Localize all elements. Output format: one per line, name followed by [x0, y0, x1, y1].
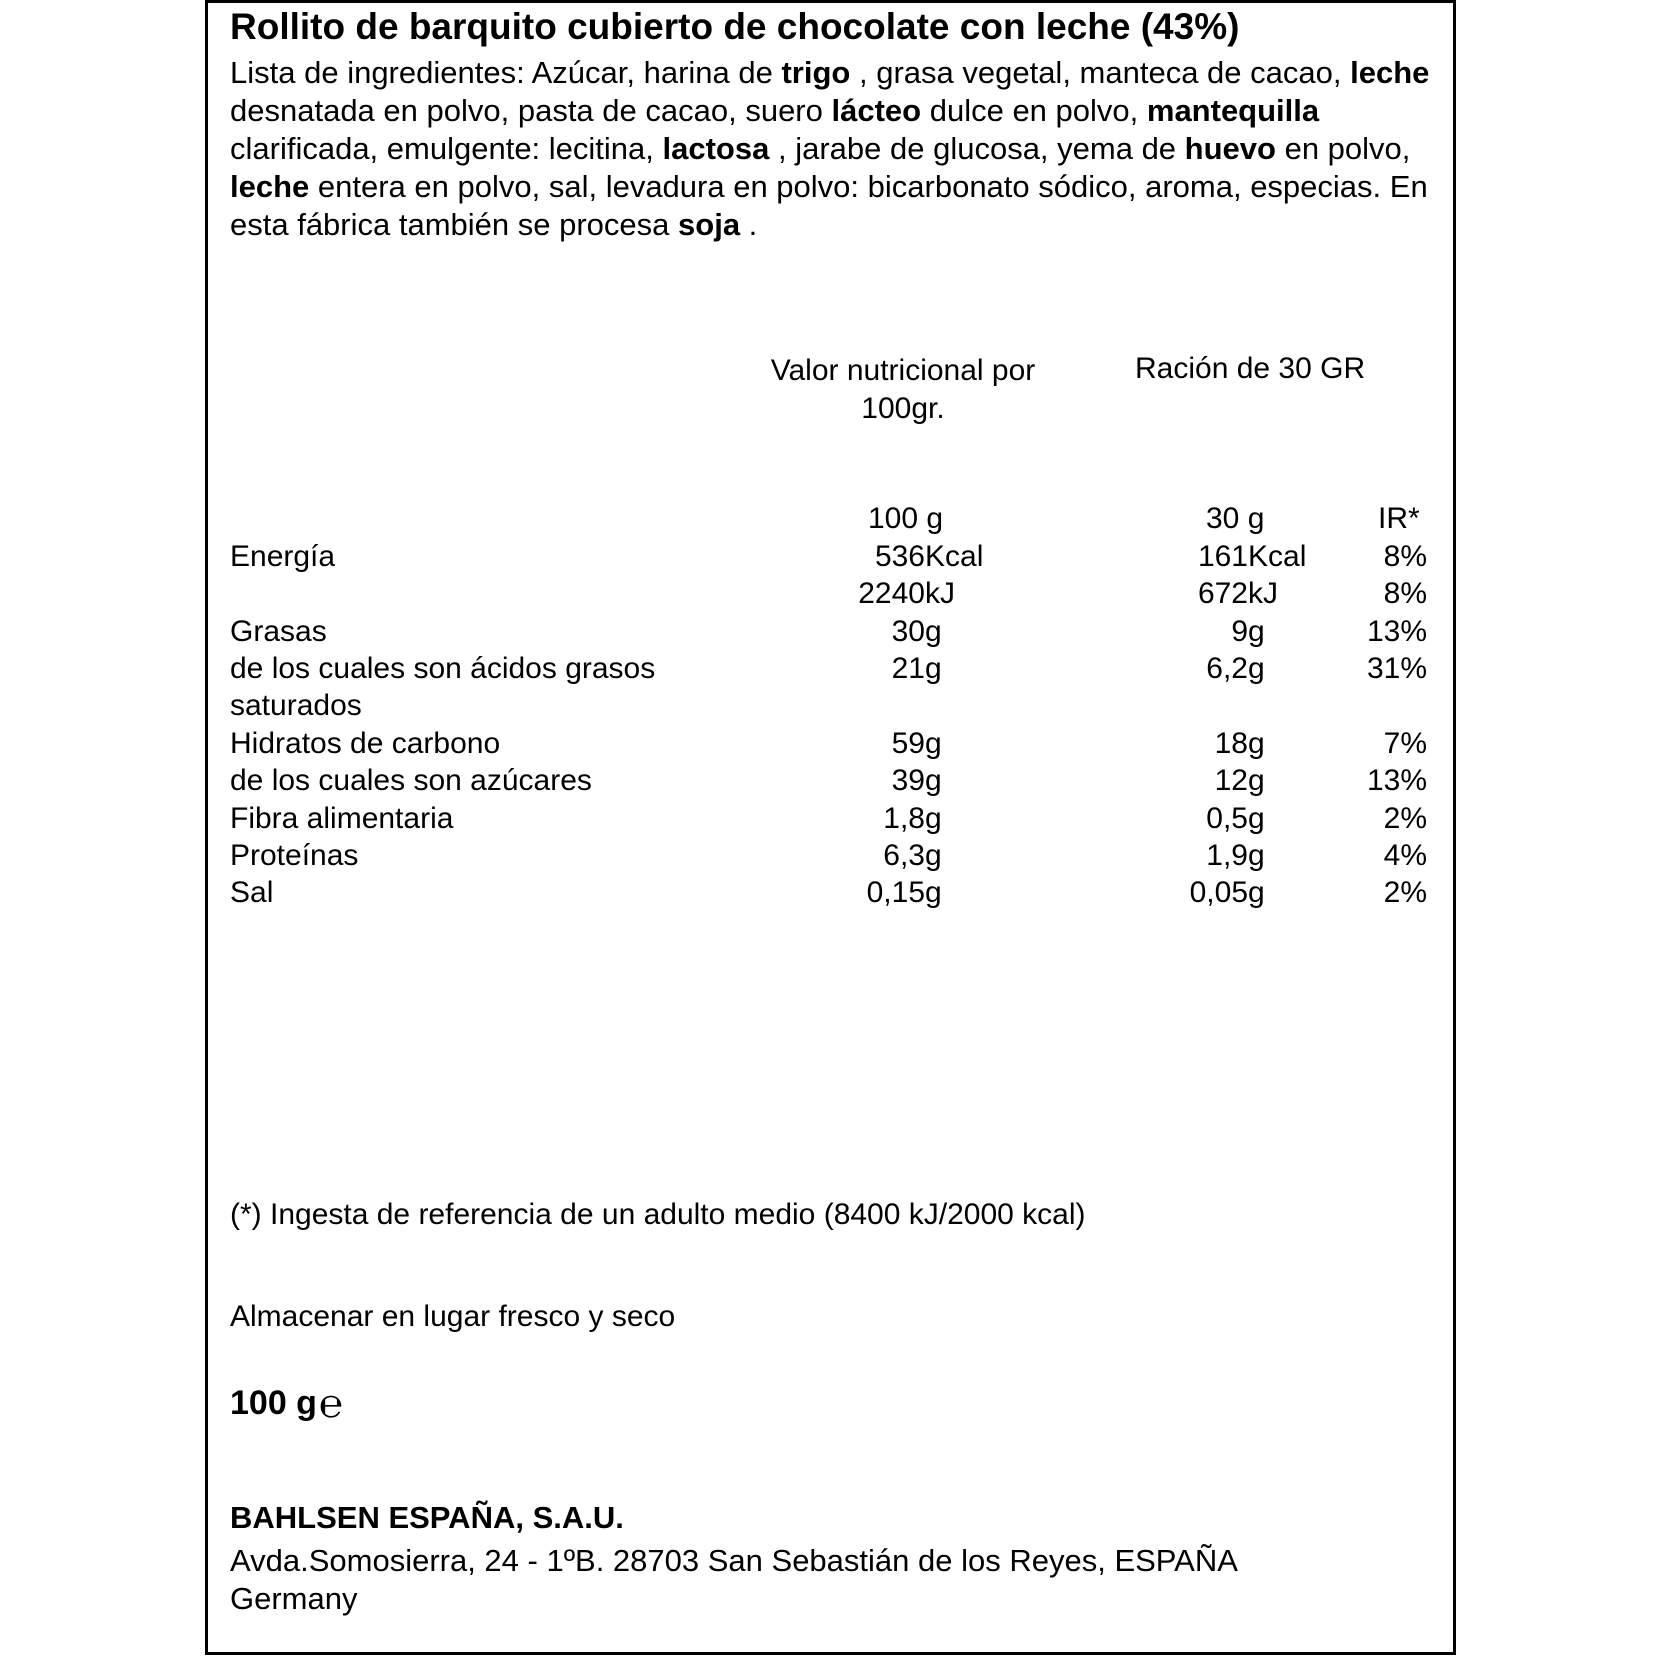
company-country: Germany: [230, 1581, 358, 1616]
unit-per-100g: kJ: [925, 577, 955, 610]
unit-per-30g: g: [1248, 615, 1265, 648]
value-per-30g: 12: [1214, 764, 1248, 797]
value-per-100g: 1,8: [883, 802, 925, 835]
company-address: Avda.Somosierra, 24 - 1ºB. 28703 San Sebastián de los Reyes, ESPAÑA: [230, 1543, 1238, 1578]
nutrient-name: Proteínas: [230, 839, 359, 872]
nutrient-name: de los cuales son ácidos grasos: [230, 652, 656, 685]
nutrition-row: [230, 615, 1430, 652]
ingredient-text: .: [740, 207, 758, 242]
allergen-highlight: soja: [678, 207, 741, 242]
reference-intake-percent: 8%: [1383, 577, 1427, 610]
unit-per-30g: g: [1248, 727, 1265, 760]
nutrient-name: Hidratos de carbono: [230, 727, 501, 760]
nutrition-row: [230, 727, 1430, 764]
value-per-100g: 2240: [858, 577, 925, 610]
allergen-highlight: lácteo: [831, 93, 922, 128]
value-per-30g: 1,9: [1206, 839, 1248, 872]
reference-intake-percent: 7%: [1383, 727, 1427, 760]
column-header-30g: 30 g: [1206, 502, 1265, 535]
reference-intake-percent: 2%: [1383, 876, 1427, 909]
nutrition-row: [230, 876, 1430, 913]
nutrition-row: [230, 764, 1430, 801]
allergen-highlight: lactosa: [662, 131, 770, 166]
header-serving: Ración de 30 GR: [1135, 352, 1366, 385]
nutrition-row: [230, 540, 1430, 577]
value-per-100g: 0,15: [866, 876, 925, 909]
value-per-100g: 30: [891, 615, 925, 648]
unit-per-30g: kJ: [1248, 577, 1278, 610]
unit-per-30g: g: [1248, 652, 1265, 685]
ingredient-text: dulce en polvo,: [921, 93, 1147, 128]
nutrition-row: [230, 839, 1430, 876]
unit-per-100g: g: [925, 615, 942, 648]
value-per-100g: 39: [891, 764, 925, 797]
allergen-highlight: huevo: [1184, 131, 1276, 166]
value-per-100g: 59: [891, 727, 925, 760]
allergen-highlight: trigo: [781, 55, 851, 90]
unit-per-30g: g: [1248, 839, 1265, 872]
nutrient-name: Sal: [230, 876, 274, 909]
value-per-30g: 18: [1214, 727, 1248, 760]
nutrition-row: [230, 689, 1430, 726]
unit-per-100g: g: [925, 727, 942, 760]
allergen-highlight: leche: [230, 169, 310, 204]
ingredient-text: en polvo,: [1275, 131, 1411, 166]
unit-per-30g: g: [1248, 764, 1265, 797]
nutrient-name: Grasas: [230, 615, 327, 648]
nutrient-name: Fibra alimentaria: [230, 802, 454, 835]
value-per-30g: 161: [1197, 540, 1248, 573]
nutrition-row: [230, 802, 1430, 839]
ingredients-list: [230, 54, 1445, 244]
column-header-ir: IR*: [1378, 502, 1420, 535]
unit-per-100g: g: [925, 839, 942, 872]
nutrient-name: Energía: [230, 540, 336, 573]
unit-per-100g: g: [925, 652, 942, 685]
ingredient-text: , jarabe de glucosa, yema de: [769, 131, 1185, 166]
nutrient-name: de los cuales son azúcares: [230, 764, 592, 797]
product-title: Rollito de barquito cubierto de chocolate con leche (43%): [230, 6, 1240, 47]
ingredient-text: , grasa vegetal, manteca de cacao,: [850, 55, 1351, 90]
allergen-highlight: leche: [1350, 55, 1430, 90]
value-per-30g: 0,5: [1206, 802, 1248, 835]
reference-intake-percent: 13%: [1366, 764, 1427, 797]
unit-per-100g: g: [925, 764, 942, 797]
reference-intake-footnote: (*) Ingesta de referencia de un adulto medio (8400 kJ/2000 kcal): [230, 1198, 1086, 1231]
unit-per-100g: g: [925, 876, 942, 909]
column-header-100g: 100 g: [868, 502, 944, 535]
unit-per-100g: Kcal: [925, 540, 984, 573]
value-per-30g: 9: [1231, 615, 1248, 648]
unit-per-30g: g: [1248, 876, 1265, 909]
unit-per-30g: g: [1248, 802, 1265, 835]
reference-intake-percent: 8%: [1383, 540, 1427, 573]
value-per-30g: 672: [1197, 577, 1248, 610]
net-weight: [230, 1382, 343, 1426]
allergen-highlight: mantequilla: [1146, 93, 1320, 128]
ingredient-text: clarificada, emulgente: lecitina,: [230, 131, 663, 166]
estimated-sign-icon: ℮: [318, 1382, 343, 1426]
nutrition-column-headers: [230, 502, 1430, 539]
nutrition-row: [230, 577, 1430, 614]
ingredient-text: entera en polvo, sal, levadura en polvo: bicarbonato sódico, aroma, especias. En esta fábrica también se procesa: [230, 169, 1428, 242]
value-per-100g: 21: [891, 652, 925, 685]
reference-intake-percent: 13%: [1366, 615, 1427, 648]
value-per-100g: 536: [874, 540, 925, 573]
value-per-30g: 6,2: [1206, 652, 1248, 685]
value-per-30g: 0,05: [1189, 876, 1248, 909]
value-per-100g: 6,3: [883, 839, 925, 872]
nutrition-row: [230, 652, 1430, 689]
reference-intake-percent: 2%: [1383, 802, 1427, 835]
net-weight-value: 100 g: [230, 1384, 317, 1422]
ingredient-text: Lista de ingredientes: Azúcar, harina de: [230, 55, 782, 90]
unit-per-100g: g: [925, 802, 942, 835]
reference-intake-percent: 31%: [1366, 652, 1427, 685]
reference-intake-percent: 4%: [1383, 839, 1427, 872]
nutrient-name: saturados: [230, 689, 362, 722]
header-per-100g: Valor nutricional por 100gr.: [770, 354, 1036, 425]
unit-per-30g: Kcal: [1248, 540, 1307, 573]
ingredient-text: desnatada en polvo, pasta de cacao, suero: [230, 93, 832, 128]
company-name: BAHLSEN ESPAÑA, S.A.U.: [230, 1500, 624, 1535]
storage-instructions: Almacenar en lugar fresco y seco: [230, 1300, 676, 1333]
